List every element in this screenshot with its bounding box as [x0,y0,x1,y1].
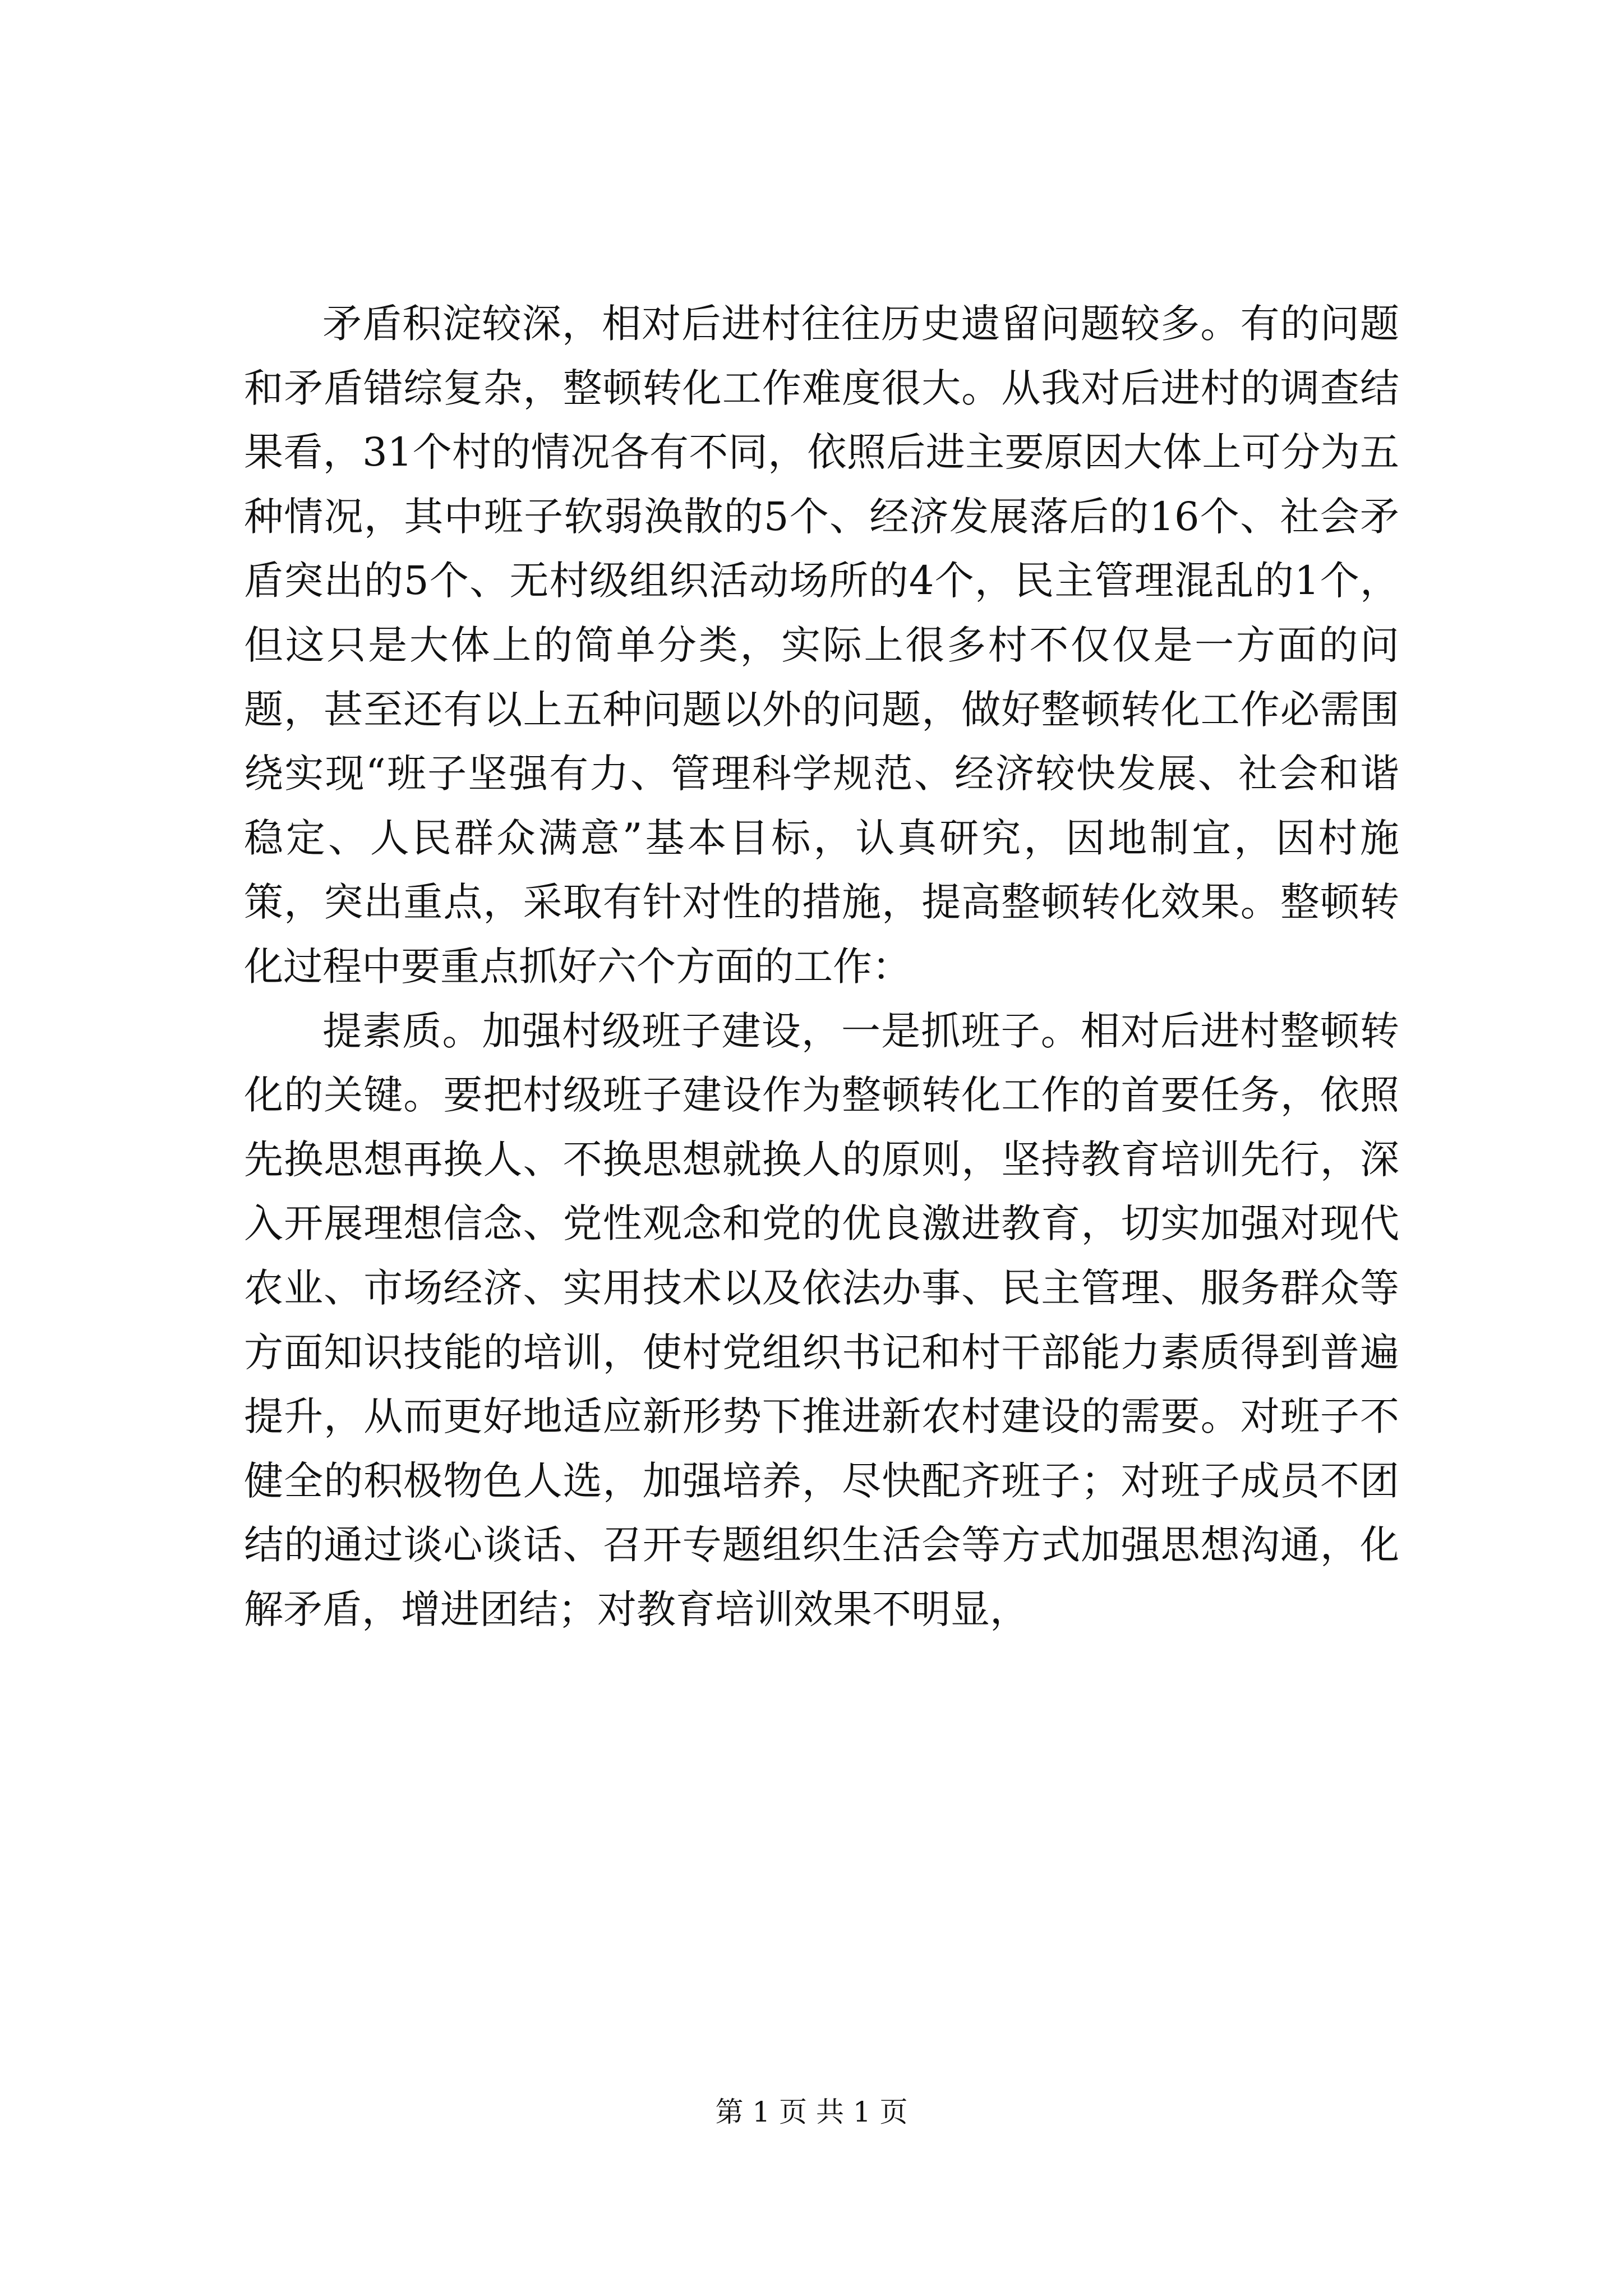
paragraph: 提素质。加强村级班子建设，一是抓班子。相对后进村整顿转化的关键。要把村级班子建设作为整顿转化工作的首要任务，依照先换思想再换人、不换思想就换人的原则，坚持教育培训先行，深入开展理想信念、党性观念和党的优良激进教育，切实加强对现代农业、市场经济、实用技术以及依法办事、民主管理、服务群众等方面知识技能的培训，使村党组织书记和村干部能力素质得到普遍提升，从而更好地适应新形势下推进新农村建设的需要。对班子不健全的积极物色人选，加强培养，尽快配齐班子；对班子成员不团结的通过谈心谈话、召开专题组织生活会等方式加强思想沟通，化解矛盾，增进团结；对教育培训效果不明显， [244,1007,1399,1632]
page-footer: 第 1 页 共 1 页 [715,2096,908,2128]
paragraph: 矛盾积淀较深，相对后进村往往历史遗留问题较多。有的问题和矛盾错综复杂，整顿转化工作难度很大。从我对后进村的调查结果看，31个村的情况各有不同，依照后进主要原因大体上可分为五种情况，其中班子软弱涣散的5个、经济发展落后的16个、社会矛盾突出的5个、无村级组织活动场所的4个，民主管理混乱的1个，但这只是大体上的简单分类，实际上很多村不仅仅是一方面的问题，甚至还有以上五种问题以外的问题，做好整顿转化工作必需围绕实现“班子坚强有力、管理科学规范、经济较快发展、社会和谐稳定、人民群众满意”基本目标，认真研究，因地制宜，因村施策，突出重点，采取有针对性的措施，提高整顿转化效果。整顿转化过程中要重点抓好六个方面的工作： [244,301,1399,990]
document-body [244,292,1399,1641]
